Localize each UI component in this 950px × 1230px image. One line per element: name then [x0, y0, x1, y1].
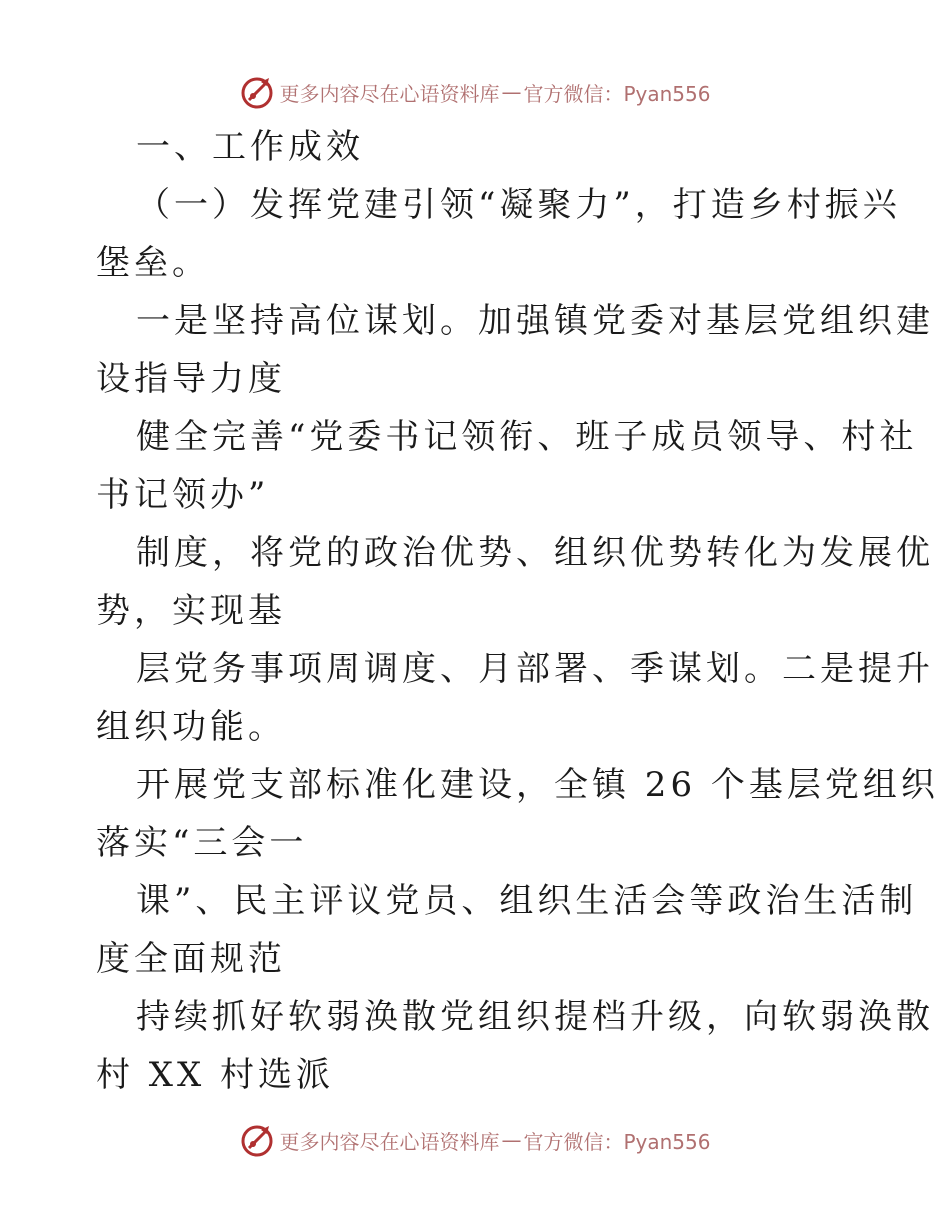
paragraph-line: 村 XX 村选派 [96, 1055, 335, 1095]
paragraph-line: 书记领办” [96, 475, 270, 515]
watermark-text: 更多内容尽在心语资料库 [279, 81, 500, 106]
paragraph-line: 一是坚持高位谋划。加强镇党委对基层党组织建 [136, 301, 934, 341]
watermark-text: 更多内容尽在心语资料库 [279, 1129, 500, 1154]
logo-icon [239, 1122, 275, 1158]
paragraph-line: 开展党支部标准化建设，全镇 26 个基层党组织 [136, 765, 939, 805]
watermark-separator: — [501, 1128, 522, 1152]
footer-watermark [0, 1120, 950, 1160]
paragraph-line: 堡垒。 [96, 243, 210, 283]
paragraph-line: 度全面规范 [96, 939, 286, 979]
paragraph-line: 组织功能。 [96, 707, 286, 747]
paragraph-line: 层党务事项周调度、月部署、季谋划。二是提升 [136, 649, 934, 689]
paragraph-line: 势，实现基 [96, 591, 286, 631]
logo-icon [239, 74, 275, 110]
section-heading: 一、工作成效 [136, 127, 364, 167]
paragraph-line: （一）发挥党建引领“凝聚力”，打造乡村振兴 [136, 185, 901, 225]
header-watermark [0, 72, 950, 112]
paragraph-line: 制度，将党的政治优势、组织优势转化为发展优 [136, 533, 934, 573]
watermark-separator: — [501, 80, 522, 104]
paragraph-line: 健全完善“党委书记领衔、班子成员领导、村社 [136, 417, 918, 457]
watermark-contact: 官方微信：Pyan556 [523, 81, 711, 106]
paragraph-line: 持续抓好软弱涣散党组织提档升级，向软弱涣散 [136, 997, 934, 1037]
watermark-contact: 官方微信：Pyan556 [523, 1129, 711, 1154]
paragraph-line: 课”、民主评议党员、组织生活会等政治生活制 [136, 881, 918, 921]
paragraph-line: 设指导力度 [96, 359, 286, 399]
paragraph-line: 落实“三会一 [96, 823, 308, 863]
